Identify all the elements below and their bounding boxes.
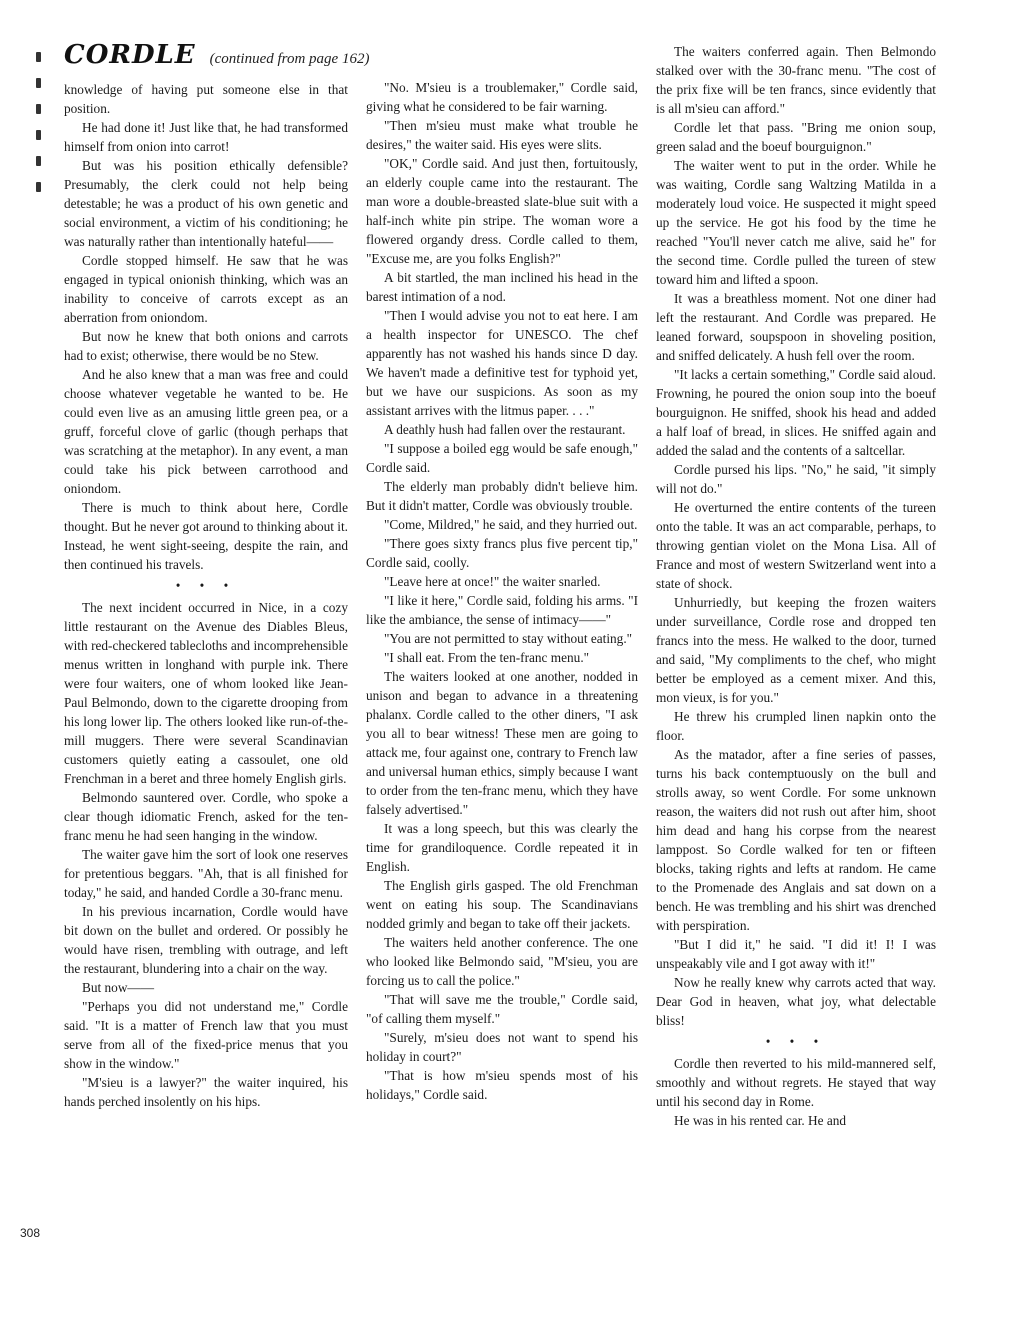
paragraph: Cordle pursed his lips. "No," he said, "it simply will not do." bbox=[656, 462, 936, 496]
paragraph: But now—— bbox=[82, 980, 155, 995]
paragraph: "Surely, m'sieu does not want to spend his holiday in court?" bbox=[366, 1030, 638, 1064]
paragraph: Cordle stopped himself. He saw that he was engaged in typical onionish thinking, which was an inability to conceive of carrots except as an aberration from oniondom. bbox=[64, 253, 348, 325]
paragraph: He overturned the entire contents of the tureen onto the table. It was an act comparable, perhaps, to throwing gentian violet on the Mona Lisa. All of France and most of western Switzerland went into a state of shock. bbox=[656, 500, 936, 591]
paragraph: Belmondo sauntered over. Cordle, who spoke a clear though idiomatic French, asked for the ten-franc menu he had seen hanging in the window. bbox=[64, 790, 348, 843]
continued-note: (continued from page 162) bbox=[209, 51, 370, 67]
paragraph: Now he really knew why carrots acted that way. Dear God in heaven, what joy, what delectable bliss! bbox=[656, 975, 936, 1028]
paragraph: "That will save me the trouble," Cordle said, "of calling them myself." bbox=[366, 992, 638, 1026]
paragraph: "OK," Cordle said. And just then, fortuitously, an elderly couple came into the restaurant. The man wore a double-breasted slate-blue suit with a half-inch white pin stripe. The woman wore a flowered organdy dress. Cordle called to them, "Excuse me, are you folks English?" bbox=[366, 156, 638, 266]
paragraph: "No. M'sieu is a troublemaker," Cordle said, giving what he considered to be fair warning. bbox=[366, 80, 638, 114]
paragraph: But now he knew that both onions and carrots had to exist; otherwise, there would be no Stew. bbox=[64, 329, 348, 363]
paragraph: "You are not permitted to stay without eating." bbox=[384, 631, 633, 646]
paragraph: There is much to think about here, Cordle thought. But he never got around to thinking about it. Instead, he went sight-seeing, despite the rain, and then continued his travels. bbox=[64, 500, 348, 572]
paragraph: A bit startled, the man inclined his head in the barest intimation of a nod. bbox=[366, 270, 638, 304]
paragraph: knowledge of having put someone else in that position. bbox=[64, 82, 348, 116]
paragraph: The waiters conferred again. Then Belmondo stalked over with the 30-franc menu. "The cost of the prix fixe will be ten francs, since evidently that is all m'sieu can afford." bbox=[656, 44, 936, 116]
paragraph: But was his position ethically defensible? Presumably, the clerk could not help being detestable; he was a product of his own genetic and social environment, a victim of his conditioning; he was naturally rather than intentionally hateful—— bbox=[64, 158, 348, 249]
paragraph: A deathly hush had fallen over the restaurant. bbox=[384, 422, 626, 437]
paragraph: "Come, Mildred," he said, and they hurried out. bbox=[384, 517, 638, 532]
paragraph: "I suppose a boiled egg would be safe enough," Cordle said. bbox=[366, 441, 638, 475]
paragraph: As the matador, after a fine series of passes, turns his back contemptuously on the bull and strolls away, so went Cordle. For some unknown reason, the waiters did not rush out after him, shoot him dead and hang his corpse from the nearest lamppost. So Cordle walked for ten or fifteen blocks, taking rights and lefts at random. He came to the Promenade des Anglais and sat down on a bench. He was trembling and his shirt was drenched with perspiration. bbox=[656, 747, 936, 933]
page-header bbox=[64, 40, 394, 74]
paragraph: The next incident occurred in Nice, in a cozy little restaurant on the Avenue des Diables Bleus, with red-checkered tablecloths and incomprehensible menus written in longhand with purple ink. There were four waiters, one of whom looked like Jean-Paul Belmondo, down to the cigarette drooping from his long lower lip. The others looked like run-of-the-mill muggers. There were several Scandinavian customers quietly eating a cassoulet, one old Frenchman in a beret and three homely English girls. bbox=[64, 600, 348, 786]
story-title: CORDLE bbox=[64, 40, 196, 70]
paragraph: "But I did it," he said. "I did it! I! I was unspeakably vile and I got away with it!" bbox=[656, 937, 936, 971]
paragraph: The elderly man probably didn't believe him. But it didn't matter, Cordle was obviously trouble. bbox=[366, 479, 638, 513]
paragraph: And he also knew that a man was free and could choose whatever vegetable he wanted to be. He could even live as an amusing little green pea, or a gruff, forceful clove of garlic (though perhaps that was scratching at the metaphor). In any event, a man could take his pick between carrothood and oniondom. bbox=[64, 367, 348, 496]
paragraph: Unhurriedly, but keeping the frozen waiters under surveillance, Cordle rose and dropped ten francs into the mess. He walked to the door, turned and said, "My compliments to the chef, who might better be employed as a cement mixer. And this, mon vieux, is for you." bbox=[656, 595, 936, 705]
section-break: • • • bbox=[765, 1034, 827, 1049]
paragraph: "I like it here," Cordle said, folding his arms. "I like the ambiance, the sense of intimacy——" bbox=[366, 593, 638, 627]
paragraph: "That is how m'sieu spends most of his holidays," Cordle said. bbox=[366, 1068, 638, 1102]
paragraph: It was a breathless moment. Not one diner had left the restaurant. And Cordle was prepared. He leaned forward, soupspoon in shoveling position, and sniffed delicately. A hush fell over the room. bbox=[656, 291, 936, 363]
text-column-1 bbox=[64, 80, 348, 1290]
section-break: • • • bbox=[175, 578, 237, 593]
paragraph: "M'sieu is a lawyer?" the waiter inquired, his hands perched insolently on his hips. bbox=[64, 1075, 348, 1109]
paragraph: He was in his rented car. He and bbox=[674, 1113, 847, 1128]
paragraph: The English girls gasped. The old Frenchman went on eating his soup. The Scandinavians nodded grimly and began to take off their jackets. bbox=[366, 878, 638, 931]
edge-marks bbox=[34, 52, 48, 202]
paragraph: "There goes sixty francs plus five percent tip," Cordle said, coolly. bbox=[366, 536, 638, 570]
paragraph: The waiters looked at one another, nodded in unison and began to advance in a threatening phalanx. Cordle called to the other diners, "I ask you all to bear witness! These men are going to attack me, four against one, contrary to French law and universal human ethics, simply because I want to order from the ten-franc menu, which they have falsely advertised." bbox=[366, 669, 638, 817]
paragraph: "Then m'sieu must make what trouble he desires," the waiter said. His eyes were slits. bbox=[366, 118, 638, 152]
page-number: 308 bbox=[20, 1226, 41, 1240]
paragraph: It was a long speech, but this was clearly the time for grandiloquence. Cordle repeated it in English. bbox=[366, 821, 638, 874]
paragraph: "Leave here at once!" the waiter snarled. bbox=[384, 574, 601, 589]
paragraph: "Perhaps you did not understand me," Cordle said. "It is a matter of French law that you must serve from all of the fixed-price menus that you show in the window." bbox=[64, 999, 348, 1071]
paragraph: Cordle then reverted to his mild-mannered self, smoothly and without regrets. He stayed that way until his second day in Rome. bbox=[656, 1056, 936, 1109]
paragraph: "I shall eat. From the ten-franc menu." bbox=[384, 650, 590, 665]
paragraph: Cordle let that pass. "Bring me onion soup, green salad and the boeuf bourguignon." bbox=[656, 120, 936, 154]
paragraph: The waiter went to put in the order. While he was waiting, Cordle sang Waltzing Matilda in a moderately loud voice. He suspected it might speed up the service. He got his food by the time he reached "You'll never catch me alive, said he" for the second time. Cordle pulled the tureen of stew toward him and lifted a spoon. bbox=[656, 158, 936, 287]
paragraph: "Then I would advise you not to eat here. I am a health inspector for UNESCO. The chef apparently has not washed his hands since D day. We haven't made a definitive test for typhoid yet, but we have our suspicions. As soon as my assistant arrives with the litmus paper. . . ." bbox=[366, 308, 638, 418]
text-column-2 bbox=[366, 78, 638, 1288]
paragraph: He threw his crumpled linen napkin onto the floor. bbox=[656, 709, 936, 743]
text-column-3 bbox=[656, 42, 936, 1292]
paragraph: The waiters held another conference. The one who looked like Belmondo said, "M'sieu, you are forcing us to call the police." bbox=[366, 935, 638, 988]
paragraph: "It lacks a certain something," Cordle said aloud. Frowning, he poured the onion soup into the boeuf bourguignon. He sniffed, shook his head and added a half loaf of bread, in slices. He sniffed again and added the salad and the contents of a saltcellar. bbox=[656, 367, 936, 458]
paragraph: In his previous incarnation, Cordle would have bit down on the bullet and ordered. Or possibly he would have risen, trembling with outrage, and left the restaurant, blundering into a chair on the way. bbox=[64, 904, 348, 976]
paragraph: The waiter gave him the sort of look one reserves for pretentious beggars. "Ah, that is all finished for today," he said, and handed Cordle a 30-franc menu. bbox=[64, 847, 348, 900]
paragraph: He had done it! Just like that, he had transformed himself from onion into carrot! bbox=[64, 120, 348, 154]
